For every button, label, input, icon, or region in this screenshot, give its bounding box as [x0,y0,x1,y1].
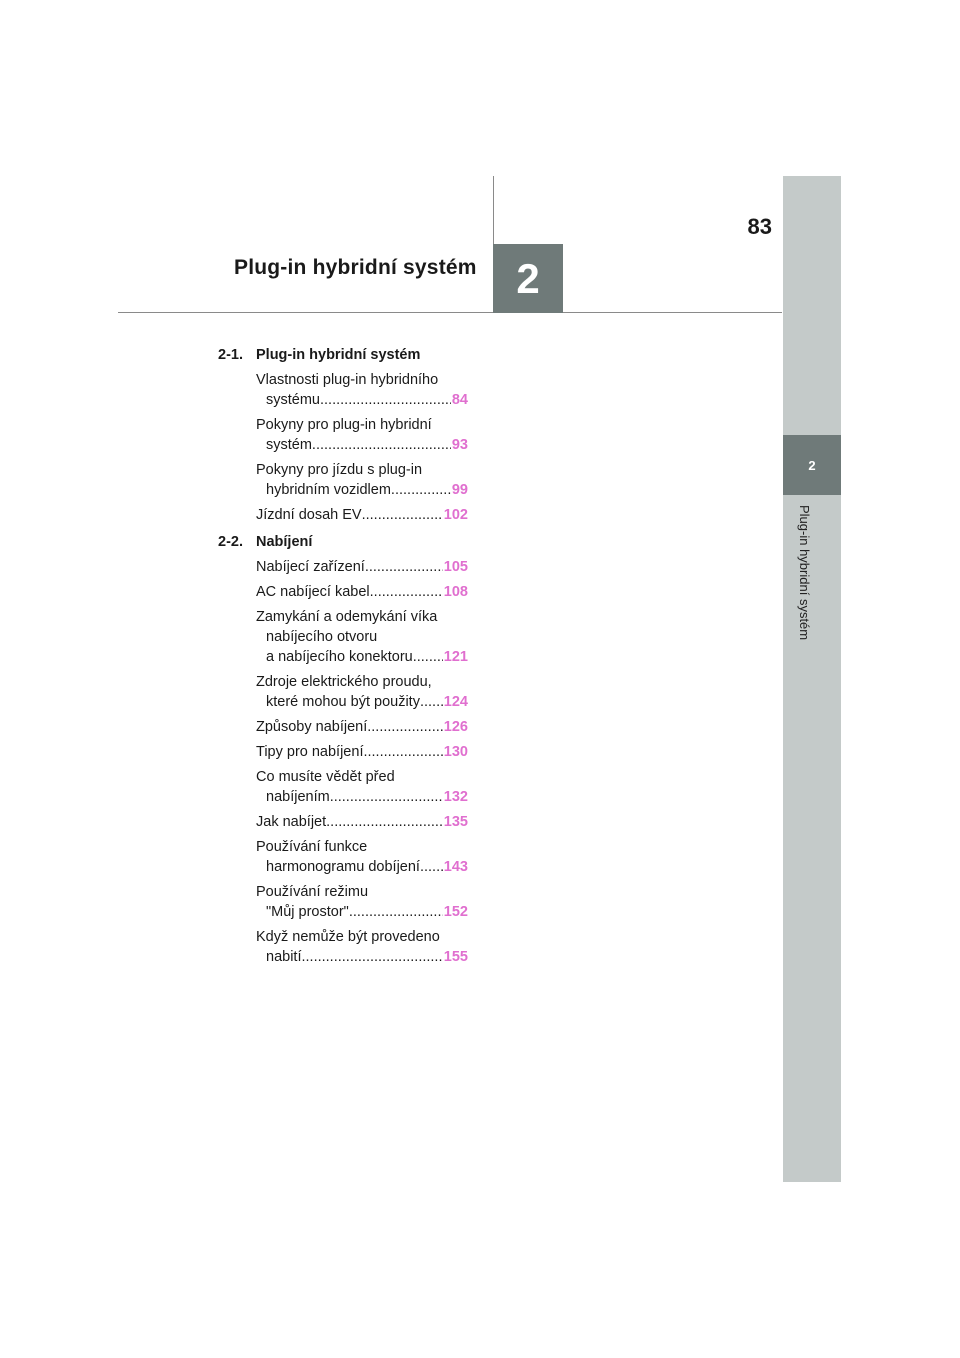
toc-entry[interactable] [256,505,468,525]
toc-entry[interactable] [256,882,468,922]
toc-entry-text: Zamykání a odemykání víka [256,609,438,625]
toc-entry-line [256,480,468,500]
toc-page-link[interactable]: 102 [443,507,468,523]
dot-leader [420,692,443,712]
toc-page-link[interactable]: 155 [443,949,468,965]
table-of-contents [218,345,468,972]
toc-entry[interactable] [256,607,468,667]
vertical-rule [493,176,494,244]
toc-entry[interactable] [256,672,468,712]
toc-entry-line [256,505,468,525]
dot-leader [365,557,443,577]
toc-entry-line [256,767,468,787]
toc-entry[interactable] [256,460,468,500]
side-tab [783,176,841,1182]
dot-leader [413,647,443,667]
toc-section-heading [218,345,468,365]
header-rule [118,312,782,313]
dot-leader [312,435,451,455]
toc-page-link[interactable]: 99 [451,482,468,498]
chapter-badge: 2 [493,244,563,313]
toc-entry-text: nabití [266,949,302,965]
dot-leader [362,505,443,525]
toc-page-link[interactable]: 132 [443,789,468,805]
toc-entry-line [256,882,468,902]
toc-entry-text: AC nabíjecí kabel [256,584,370,600]
dot-leader [391,480,451,500]
toc-entry-line [256,902,468,922]
toc-entry-line [256,947,468,967]
toc-entry[interactable] [256,557,468,577]
toc-entry[interactable] [256,415,468,455]
toc-entry-text: "Můj prostor" [266,904,349,920]
toc-page-link[interactable]: 84 [451,392,468,408]
toc-entry-text: Jízdní dosah EV [256,507,362,523]
toc-page-link[interactable]: 143 [443,859,468,875]
toc-entry-line [256,837,468,857]
toc-entry-line [256,812,468,832]
toc-section-number: 2-1. [218,347,243,363]
toc-entry[interactable] [256,767,468,807]
toc-section-number: 2-2. [218,534,243,550]
toc-entry-text: Používání funkce [256,839,368,855]
toc-entry[interactable] [256,370,468,410]
toc-entry-text: Když nemůže být provedeno [256,929,440,945]
toc-entry-text: nabíjením [266,789,330,805]
toc-entry-line [256,857,468,877]
toc-page-link[interactable]: 124 [443,694,468,710]
toc-entry-text: Co musíte vědět před [256,769,395,785]
toc-page-link[interactable]: 152 [443,904,468,920]
toc-entry-text: Způsoby nabíjení [256,719,368,735]
toc-entry-text: Pokyny pro jízdu s plug-in [256,462,423,478]
dot-leader [370,582,443,602]
toc-entry-text: a nabíjecího konektoru [266,649,413,665]
toc-entry-text: hybridním vozidlem [266,482,391,498]
toc-entry[interactable] [256,927,468,967]
toc-entry-text: Jak nabíjet [256,814,327,830]
toc-entry-text: Zdroje elektrického proudu, [256,674,432,690]
toc-entry-text: Pokyny pro plug-in hybridní [256,417,432,433]
chapter-title: Plug-in hybridní systém [234,256,477,279]
toc-entry-text: Vlastnosti plug-in hybridního [256,372,439,388]
toc-entry[interactable] [256,812,468,832]
toc-entry[interactable] [256,837,468,877]
toc-section-title: Plug-in hybridní systém [256,347,421,363]
dot-leader [330,787,443,807]
toc-entry-line [256,435,468,455]
toc-entry[interactable] [256,717,468,737]
toc-page-link[interactable]: 135 [443,814,468,830]
toc-entry-text: Tipy pro nabíjení [256,744,364,760]
toc-entry-line [256,460,468,480]
toc-page-link[interactable]: 108 [443,584,468,600]
toc-page-link[interactable]: 93 [451,437,468,453]
toc-entry-text: které mohou být použity [266,694,420,710]
toc-entry-line [256,927,468,947]
toc-page-link[interactable]: 126 [443,719,468,735]
side-tab-label: Plug-in hybridní systém [797,505,812,641]
dot-leader [301,947,442,967]
toc-entry-line [256,607,468,627]
toc-entry-line [256,717,468,737]
toc-entry-text: systém [266,437,312,453]
toc-entry-line [256,370,468,390]
side-tab-chapter-marker[interactable]: 2 [783,435,841,495]
toc-entry-line [256,627,468,647]
toc-entry-line [256,742,468,762]
dot-leader [420,857,443,877]
toc-entry-line [256,787,468,807]
toc-entry-text: systému [266,392,320,408]
toc-entry-line [256,557,468,577]
toc-entry[interactable] [256,742,468,762]
toc-section-title: Nabíjení [256,534,313,550]
dot-leader [326,812,443,832]
toc-entry-text: nabíjecího otvoru [266,629,378,645]
dot-leader [363,742,442,762]
toc-page-link[interactable]: 130 [443,744,468,760]
toc-entry-line [256,692,468,712]
toc-page-link[interactable]: 121 [443,649,468,665]
dot-leader [349,902,443,922]
toc-entry-text: Používání režimu [256,884,369,900]
page-number: 83 [747,214,772,239]
toc-section-heading [218,532,468,552]
toc-entry-line [256,582,468,602]
toc-entry[interactable] [256,582,468,602]
toc-entry-text: Nabíjecí zařízení [256,559,365,575]
toc-entry-text: harmonogramu dobíjení [266,859,420,875]
toc-page-link[interactable]: 105 [443,559,468,575]
toc-entry-line [256,647,468,667]
dot-leader [320,390,451,410]
toc-entry-line [256,415,468,435]
toc-entry-line [256,672,468,692]
toc-entry-line [256,390,468,410]
dot-leader [367,717,443,737]
